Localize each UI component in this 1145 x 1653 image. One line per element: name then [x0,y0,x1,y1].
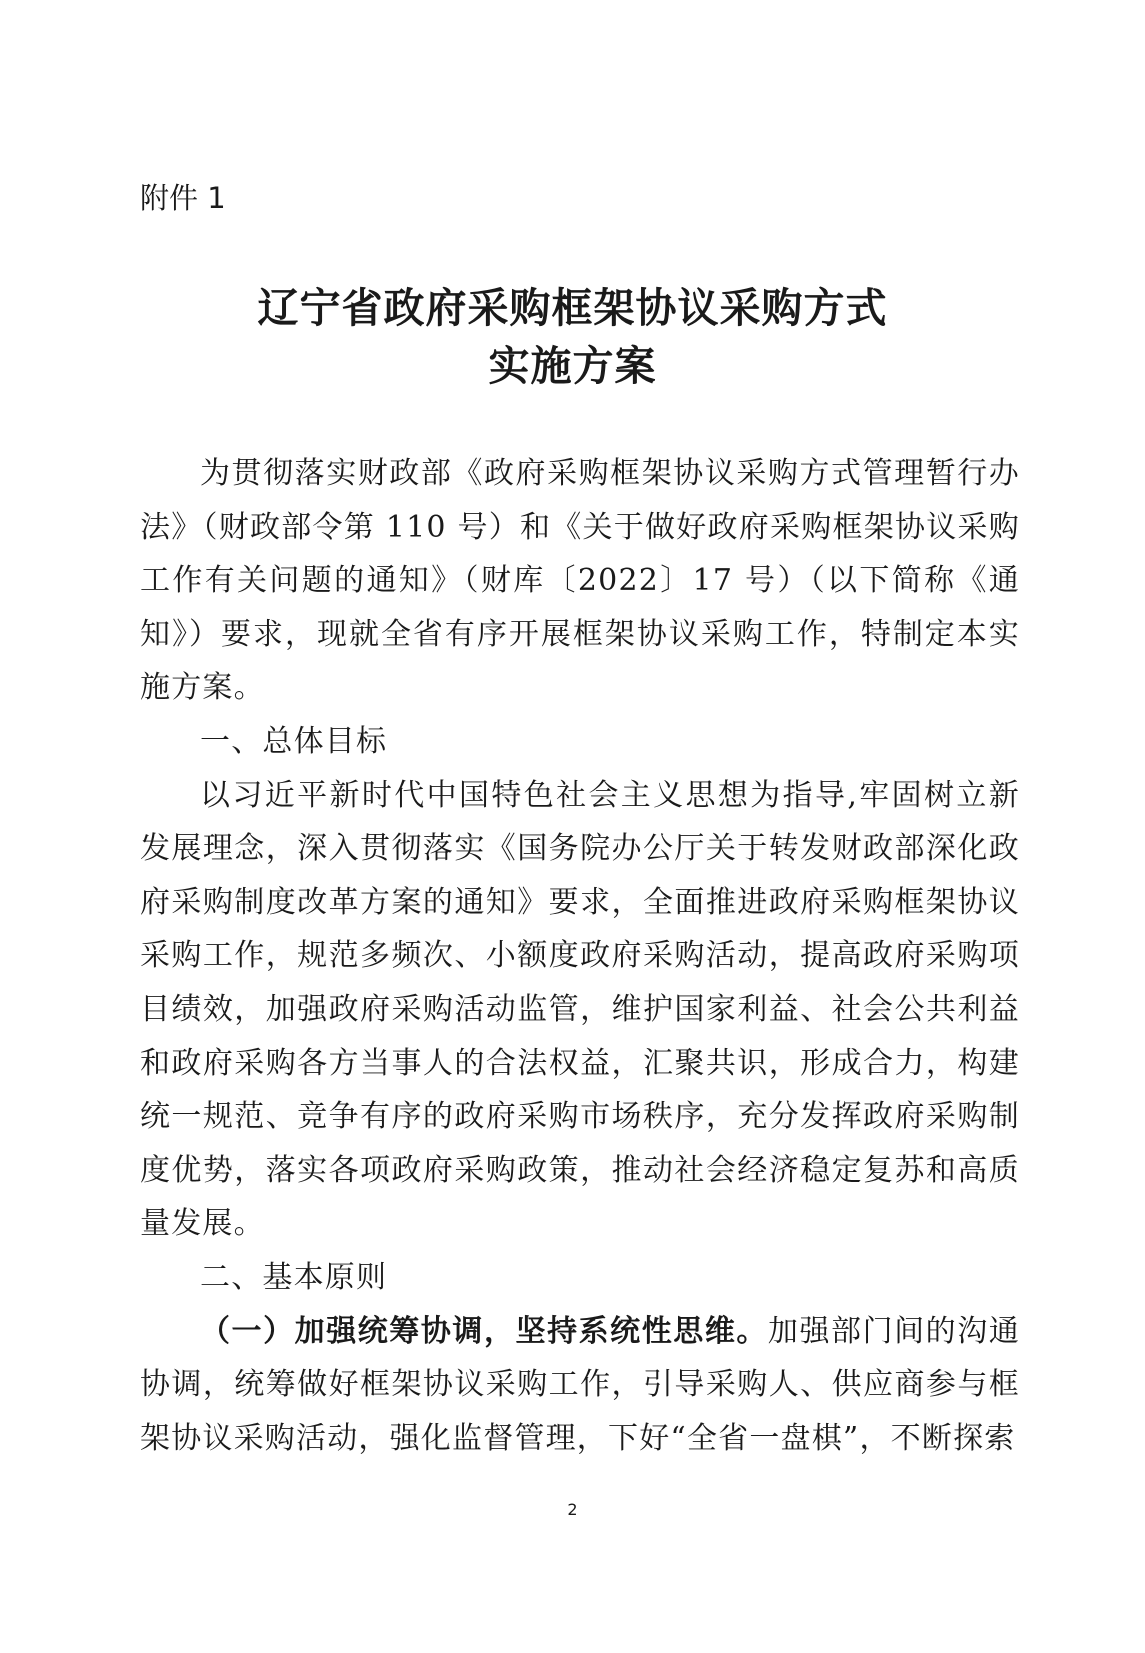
page-number: 2 [567,1500,578,1519]
document-body [140,447,1020,1465]
principle-1-lead: （一）加强统筹协调，坚持系统性思维。 [200,1313,768,1349]
overall-goal-paragraph: 以习近平新时代中国特色社会主义思想为指导,牢固树立新发展理念，深入贯彻落实《国务院办公厅关于转发财政部深化政府采购制度改革方案的通知》要求，全面推进政府采购框架协议采购工作，规范多频次、小额度政府采购活动，提高政府采购项目绩效，加强政府采购活动监管，维护国家利益、社会公共利益和政府采购各方当事人的合法权益，汇聚共识，形成合力，构建统一规范、竞争有序的政府采购市场秩序，充分发挥政府采购制度优势，落实各项政府采购政策，推动社会经济稳定复苏和高质量发展。 [140,777,1020,1242]
attachment-label: 附件 1 [140,181,226,215]
section-heading-basic-principles: 二、基本原则 [200,1259,388,1295]
principle-1-text: 加强部门间的沟通协调，统筹做好框架协议采购工作，引导采购人、供应商参与框架协议采购活动，强化监督管理，下好“全省一盘棋”，不断探索 [140,1313,1020,1456]
principle-1-paragraph [140,1305,1020,1466]
section-heading-overall-goal: 一、总体目标 [200,723,388,759]
intro-paragraph: 为贯彻落实财政部《政府采购框架协议采购方式管理暂行办法》（财政部令第 110 号）和《关于做好政府采购框架协议采购工作有关问题的通知》（财库〔2022〕17 号）（以下简称《通知》）要求，现就全省有序开展框架协议采购工作，特制定本实施方案。 [140,456,1020,706]
document-title-line-2: 实施方案 [488,342,657,390]
document-title-line-1: 辽宁省政府采购框架协议采购方式 [257,284,888,332]
